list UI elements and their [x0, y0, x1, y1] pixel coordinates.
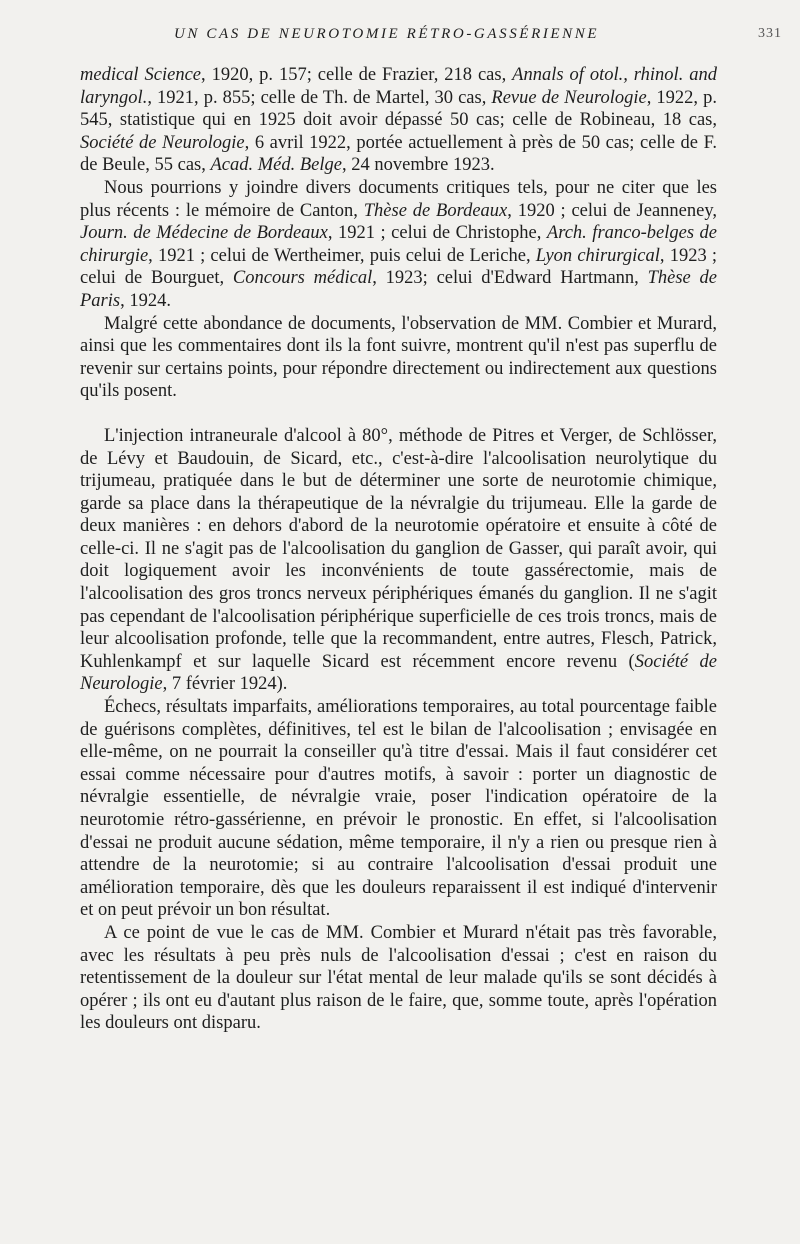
paragraph — [80, 696, 717, 922]
text-run: A ce point de vue le cas de MM. Combier et Murard n'était pas très favorable, avec les résultats à peu près nuls de l'alcoolisation d'essai ; c'est en raison du retentissement de la douleur sur l'état mental de leur malade qu'ils se sont décidés à opérer ; ils ont eu d'autant plus raison de le faire, que, somme toute, après l'opération les douleurs ont disparu. — [80, 922, 717, 1034]
text-run: , 1921 ; celui de Christophe, — [327, 223, 547, 244]
running-header — [82, 26, 782, 50]
paragraph — [80, 177, 717, 313]
text-run: , 7 février 1924). — [162, 674, 288, 695]
paragraph — [80, 922, 717, 1035]
paragraph — [80, 313, 717, 403]
text-run: , 1920 ; celui de Jeanneney, — [507, 200, 717, 221]
citation-italic: Lyon chirurgical — [535, 245, 660, 266]
text-run: , 6 avril 1922, portée actuellement à près de 50 cas; celle de F. de Beule, 55 cas, — [80, 132, 717, 176]
text-run: , 24 novembre 1923. — [342, 155, 495, 176]
citation-italic: Concours médical — [232, 268, 373, 289]
text-run: , 1923; celui d'Edward Hartmann, — [372, 268, 648, 289]
text-run: , 1923 ; celui de Bourguet, — [80, 245, 717, 289]
citation-italic: Thèse de Paris — [80, 268, 718, 311]
text-run: Échecs, résultats imparfaits, améliorations temporaires, au total pourcentage faible de guérisons complètes, définitives, tel est le bilan de l'alcoolisation ; envisagée en elle-même, on ne pourrait la conseiller qu'à titre d'essai. Mais il faut considérer cet essai comme nécessaire pour d'autres motifs, à savoir : porter un diagnostic de névralgie essentielle, de névralgie vraie, poser l'indication opératoire de la neurotomie rétro-gassérienne, en prévoir le pronostic. En effet, si l'alcoolisation d'essai ne produit aucune sédation, même temporaire, il n'y a rien ou presque rien à attendre de la neurotomie; si au contraire l'alcoolisation d'essai produit une amélioration temporaire, dès que les douleurs reparaissent il est indiqué d'intervenir et on peut prévoir un bon résultat. — [80, 697, 717, 921]
citation-italic: Société de Neurologie — [80, 651, 718, 695]
text-run: , 1922, p. 545, statistique qui en 1925 doit avoir dépassé 50 cas; celle de Robineau, 18 cas, — [80, 87, 717, 131]
paragraph — [80, 425, 717, 696]
paragraph — [80, 64, 717, 177]
citation-italic: Journ. de Médecine de Bordeaux — [80, 223, 328, 244]
page-number: 331 — [758, 26, 782, 41]
citation-italic: Acad. Méd. Belge — [210, 155, 342, 176]
text-run: , 1921, p. 855; celle de Th. de Martel, 30 cas, — [147, 87, 492, 108]
citation-italic: medical Science — [80, 65, 201, 85]
text-run: , 1921 ; celui de Wertheimer, puis celui de Leriche, — [148, 245, 536, 266]
citation-italic: Arch. franco-belges de chirurgie — [80, 223, 718, 266]
running-title: UN CAS DE NEUROTOMIE RÉTRO-GASSÉRIENNE — [174, 26, 600, 42]
text-run: Nous pourrions y joindre divers documents critiques tels, pour ne citer que les plus récents : le mémoire de Canton, — [80, 177, 717, 221]
citation-italic: Thèse de Bordeaux — [363, 200, 508, 221]
text-run: L'injection intraneurale d'alcool à 80°, méthode de Pitres et Verger, de Schlösser, de Lévy et Baudouin, de Sicard, etc., c'est-à-dire l'alcoolisation neurolytique du trijumeau, pratiquée dans le but de déterminer une sorte de neurotomie chimique, garde sa place dans la thérapeutique de la névralgie du trijumeau. Elle la garde de deux manières : en dehors d'abord de la neurotomie opératoire et ensuite à côté de celle-ci. Il ne s'agit pas de l'alcoolisation du ganglion de Gasser, qui paraît avoir, qui doit logiquement avoir les inconvénients de toute gassérectomie, mais de l'alcoolisation des gros troncs nerveux périphériques émanés du ganglion. Il ne s'agit pas cependant de l'alcoolisation périphérique superficielle de ces trois troncs, mais de leur alcoolisation profonde, telle que la recommandent, entre autres, Flesch, Patrick, Kuhlenkampf et sur laquelle Sicard est récemment encore revenu ( — [80, 425, 717, 672]
text-run: Malgré cette abondance de documents, l'observation de MM. Combier et Murard, ainsi que les commentaires dont ils la font suivre, montrent qu'il n'est pas superflu de revenir sur certains points, pour répondre directement ou indirectement aux questions qu'ils posent. — [80, 313, 717, 402]
citation-italic: Société de Neurologie — [80, 132, 245, 153]
body-text — [80, 64, 717, 1035]
citation-italic: Annals of otol., rhinol. and laryngol. — [80, 65, 718, 108]
citation-italic: Revue de Neurologie — [491, 87, 647, 108]
text-run: , 1924. — [120, 290, 171, 311]
text-run: , 1920, p. 157; celle de Frazier, 218 cas, — [201, 65, 513, 85]
